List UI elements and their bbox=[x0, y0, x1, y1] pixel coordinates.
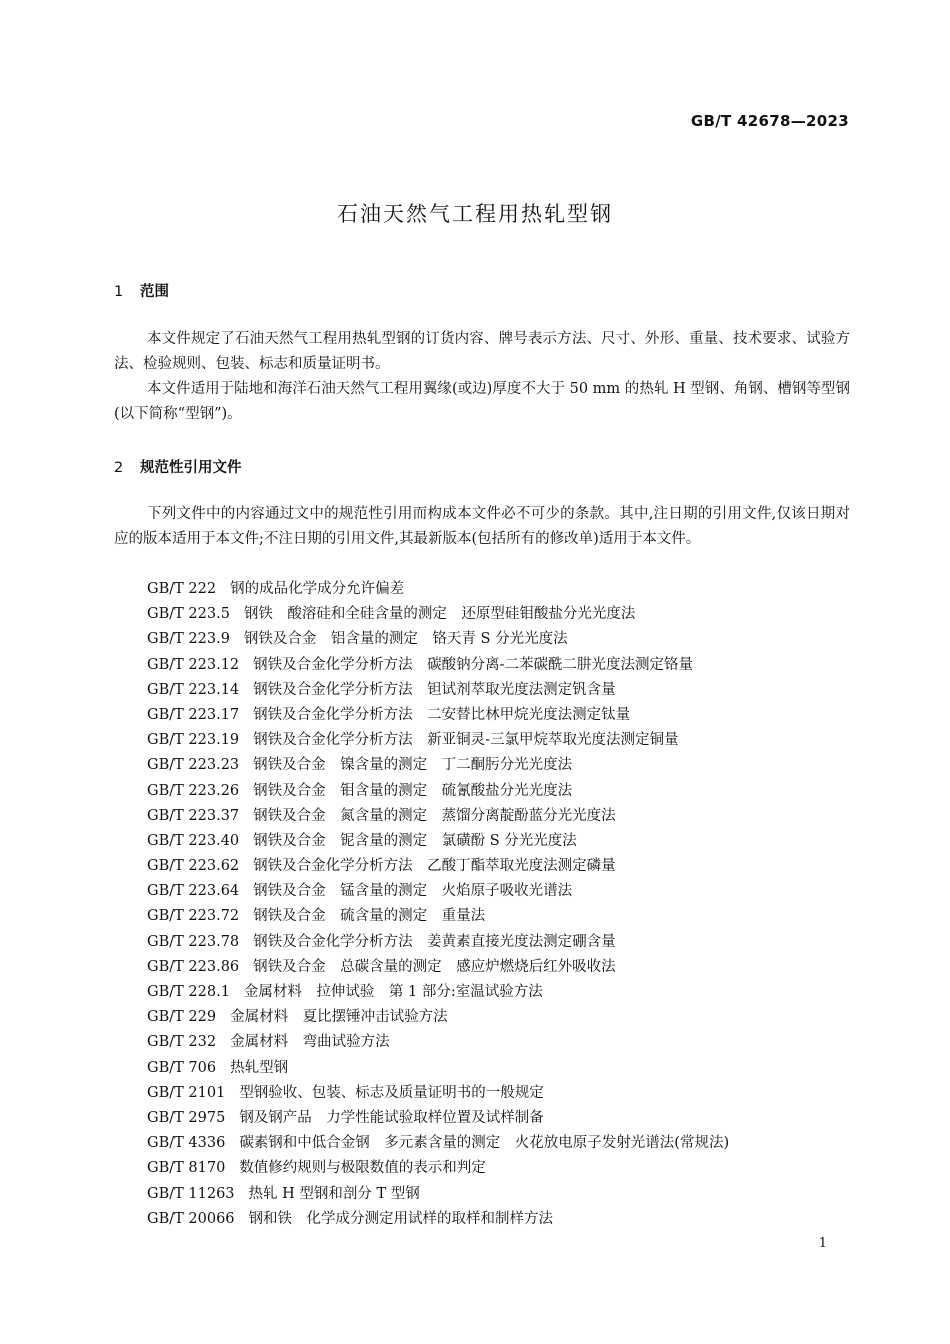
reference-code: GB/T 222 bbox=[147, 581, 217, 597]
section-number: 1 bbox=[114, 284, 124, 300]
reference-item bbox=[147, 1131, 729, 1156]
page-number: 1 bbox=[818, 1236, 827, 1251]
reference-item bbox=[147, 1056, 729, 1081]
reference-title: 金属材料 夏比摆锤冲击试验方法 bbox=[230, 1009, 448, 1026]
section-heading-scope bbox=[114, 280, 169, 301]
reference-title: 钢的成品化学成分允许偏差 bbox=[230, 581, 405, 597]
reference-code: GB/T 223.86 bbox=[147, 958, 240, 975]
reference-title: 钢铁及合金 硫含量的测定 重量法 bbox=[253, 908, 486, 925]
document-title: 石油天然气工程用热轧型钢 bbox=[337, 202, 613, 226]
reference-title: 热轧型钢 bbox=[230, 1059, 289, 1076]
standard-number: GB/T 42678—2023 bbox=[690, 112, 849, 130]
reference-title: 钢铁及合金化学分析方法 碳酸钠分离-二苯碳酰二肼光度法测定铬量 bbox=[253, 656, 694, 673]
reference-title: 钢铁及合金化学分析方法 新亚铜灵-三氯甲烷萃取光度法测定铜量 bbox=[253, 732, 679, 749]
scope-paragraph-2: 本文件适用于陆地和海洋石油天然气工程用翼缘(或边)厚度不大于 50 mm 的热轧 H 型钢、角钢、槽钢等型钢(以下简称“型钢”)。 bbox=[114, 381, 850, 422]
reference-code: GB/T 20066 bbox=[147, 1210, 235, 1227]
reference-item bbox=[147, 703, 729, 728]
reference-code: GB/T 223.64 bbox=[147, 883, 240, 900]
reference-item bbox=[147, 904, 729, 929]
reference-item bbox=[147, 1207, 729, 1232]
section-title: 范围 bbox=[140, 284, 169, 300]
reference-item bbox=[147, 1005, 729, 1030]
reference-item bbox=[147, 627, 729, 652]
reference-code: GB/T 229 bbox=[147, 1009, 217, 1026]
reference-title: 钢铁及合金 镍含量的测定 丁二酮肟分光光度法 bbox=[253, 757, 573, 774]
section-title: 规范性引用文件 bbox=[140, 460, 242, 476]
reference-list bbox=[147, 577, 729, 1232]
reference-code: GB/T 223.5 bbox=[147, 606, 230, 623]
reference-item bbox=[147, 602, 729, 627]
reference-code: GB/T 8170 bbox=[147, 1160, 226, 1177]
reference-code: GB/T 2975 bbox=[147, 1109, 226, 1126]
reference-item bbox=[147, 829, 729, 854]
reference-code: GB/T 223.78 bbox=[147, 933, 240, 950]
reference-code: GB/T 223.26 bbox=[147, 782, 240, 799]
reference-item bbox=[147, 980, 729, 1005]
scope-paragraph-1: 本文件规定了石油天然气工程用热轧型钢的订货内容、牌号表示方法、尺寸、外形、重量、技术要求、试验方法、检验规则、包装、标志和质量证明书。 bbox=[114, 331, 850, 372]
reference-item bbox=[147, 728, 729, 753]
reference-code: GB/T 223.62 bbox=[147, 858, 240, 875]
reference-item bbox=[147, 779, 729, 804]
reference-item bbox=[147, 879, 729, 904]
reference-title: 钢铁及合金化学分析方法 钽试剂萃取光度法测定钒含量 bbox=[253, 681, 616, 698]
reference-code: GB/T 223.14 bbox=[147, 681, 240, 698]
reference-code: GB/T 223.37 bbox=[147, 807, 240, 824]
reference-title: 数值修约规则与极限数值的表示和判定 bbox=[239, 1160, 486, 1177]
reference-title: 钢及钢产品 力学性能试验取样位置及试样制备 bbox=[239, 1109, 544, 1126]
reference-title: 钢铁及合金 钼含量的测定 硫氰酸盐分光光度法 bbox=[253, 782, 573, 799]
reference-code: GB/T 223.40 bbox=[147, 832, 240, 849]
reference-title: 钢铁及合金化学分析方法 姜黄素直接光度法测定硼含量 bbox=[253, 933, 616, 950]
reference-item bbox=[147, 1182, 729, 1207]
reference-title: 型钢验收、包装、标志及质量证明书的一般规定 bbox=[239, 1084, 544, 1101]
reference-item bbox=[147, 678, 729, 703]
reference-code: GB/T 232 bbox=[147, 1034, 217, 1051]
section-heading-normative-references bbox=[114, 456, 242, 477]
reference-code: GB/T 228.1 bbox=[147, 984, 230, 1000]
reference-code: GB/T 223.9 bbox=[147, 631, 230, 648]
reference-code: GB/T 223.19 bbox=[147, 732, 240, 749]
reference-item bbox=[147, 1156, 729, 1181]
reference-code: GB/T 223.23 bbox=[147, 757, 240, 774]
reference-item bbox=[147, 577, 729, 602]
reference-item bbox=[147, 1106, 729, 1131]
reference-item bbox=[147, 753, 729, 778]
reference-title: 碳素钢和中低合金钢 多元素含量的测定 火花放电原子发射光谱法(常规法) bbox=[239, 1135, 730, 1152]
reference-title: 金属材料 弯曲试验方法 bbox=[230, 1034, 390, 1051]
section-number: 2 bbox=[114, 460, 124, 476]
reference-title: 钢铁及合金 铝含量的测定 铬天青 S 分光光度法 bbox=[243, 631, 568, 648]
reference-item bbox=[147, 653, 729, 678]
reference-code: GB/T 2101 bbox=[147, 1084, 226, 1101]
reference-title: 钢铁 酸溶硅和全硅含量的测定 还原型硅钼酸盐分光光度法 bbox=[243, 606, 636, 623]
references-intro-paragraph: 下列文件中的内容通过文中的规范性引用而构成本文件必不可少的条款。其中,注日期的引用文件,仅该日期对应的版本适用于本文件;不注日期的引用文件,其最新版本(包括所有的修改单)适用于本文件。 bbox=[114, 506, 850, 547]
reference-code: GB/T 223.72 bbox=[147, 908, 240, 925]
reference-title: 钢铁及合金 锰含量的测定 火焰原子吸收光谱法 bbox=[253, 883, 573, 900]
reference-title: 钢铁及合金 总碳含量的测定 感应炉燃烧后红外吸收法 bbox=[253, 958, 616, 975]
reference-code: GB/T 11263 bbox=[147, 1185, 235, 1202]
reference-item bbox=[147, 1081, 729, 1106]
reference-item bbox=[147, 1030, 729, 1055]
reference-code: GB/T 706 bbox=[147, 1059, 217, 1076]
reference-title: 金属材料 拉伸试验 第 1 部分:室温试验方法 bbox=[243, 984, 543, 1000]
reference-item bbox=[147, 930, 729, 955]
reference-title: 钢铁及合金 铌含量的测定 氯磺酚 S 分光光度法 bbox=[253, 832, 577, 849]
reference-code: GB/T 4336 bbox=[147, 1135, 226, 1152]
reference-item bbox=[147, 804, 729, 829]
reference-title: 钢铁及合金化学分析方法 二安替比林甲烷光度法测定钛量 bbox=[253, 706, 631, 723]
reference-item bbox=[147, 854, 729, 879]
reference-title: 钢和铁 化学成分测定用试样的取样和制样方法 bbox=[248, 1210, 554, 1227]
reference-title: 钢铁及合金 氮含量的测定 蒸馏分离靛酚蓝分光光度法 bbox=[253, 807, 616, 824]
reference-code: GB/T 223.12 bbox=[147, 656, 240, 673]
reference-code: GB/T 223.17 bbox=[147, 706, 240, 723]
reference-title: 热轧 H 型钢和剖分 T 型钢 bbox=[248, 1185, 420, 1202]
reference-title: 钢铁及合金化学分析方法 乙酸丁酯萃取光度法测定磷量 bbox=[253, 858, 616, 875]
reference-item bbox=[147, 955, 729, 980]
